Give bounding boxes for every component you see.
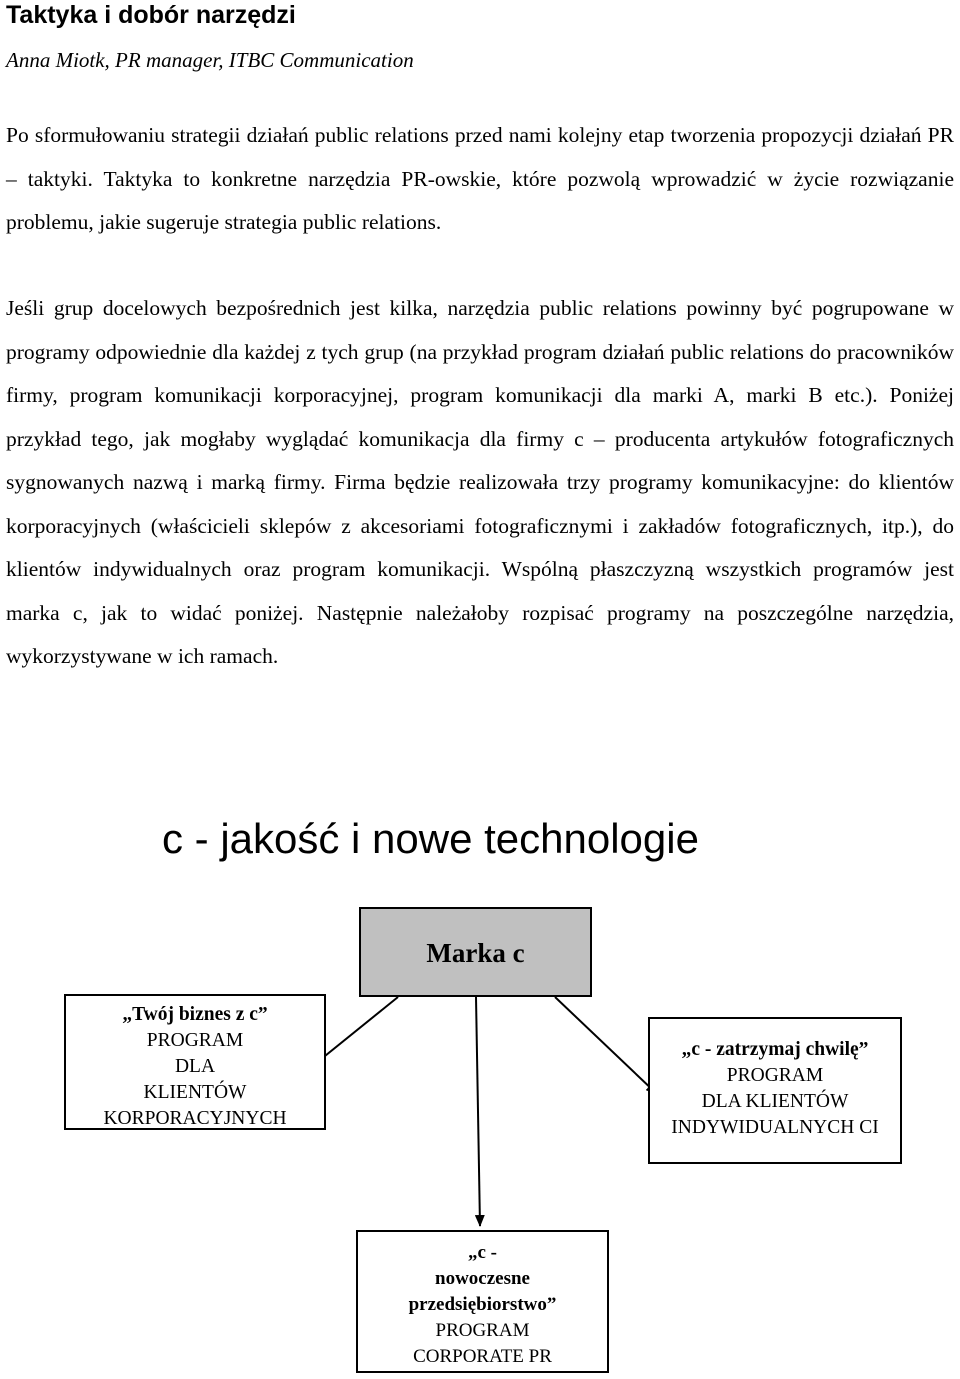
program-box-individual-clients	[648, 1017, 902, 1164]
program-title: przedsiębiorstwo”	[408, 1294, 557, 1315]
program-line: INDYWIDUALNYCH CI	[671, 1117, 879, 1138]
program-line: DLA KLIENTÓW	[701, 1091, 849, 1112]
brand-label: Marka c	[426, 938, 525, 968]
author-line: Anna Miotk, PR manager, ITBC Communication	[6, 48, 414, 72]
program-title: „c - zatrzymaj chwilę”	[681, 1039, 869, 1060]
diagram-heading: c - jakość i nowe technologie	[162, 815, 699, 862]
program-title: „Twój biznes z c”	[122, 1004, 268, 1025]
program-line: PROGRAM	[726, 1065, 824, 1086]
program-line: CORPORATE PR	[413, 1346, 552, 1367]
brand-box	[359, 907, 592, 997]
program-line: KORPORACYJNYCH	[103, 1108, 287, 1129]
program-title: nowoczesne	[435, 1268, 530, 1289]
arrow-to-bottom	[476, 997, 480, 1226]
program-title: „c -	[467, 1242, 497, 1263]
program-line: PROGRAM	[146, 1030, 244, 1051]
program-box-corporate-clients	[64, 994, 326, 1130]
program-line: PROGRAM	[435, 1320, 530, 1341]
paragraph-intro: Po sformułowaniu strategii działań public relations przed nami kolejny etap tworzenia propozycji działań PR – taktyki. Taktyka to konkretne narzędzia PR-owskie, które pozwolą wprowadzić w życie rozwiązanie problemu, jakie sugeruje strategia public relations.	[6, 123, 954, 234]
arrow-to-right	[555, 997, 657, 1094]
program-line: KLIENTÓW	[143, 1082, 247, 1103]
document-title: Taktyka i dobór narzędzi	[6, 1, 296, 29]
paragraph-programs: Jeśli grup docelowych bezpośrednich jest kilka, narzędzia public relations powinny być pogrupowane w programy odpowiednie dla każdej z tych grup (na przykład program działań public relations do pracowników firmy, program komunikacji korporacyjnej, program komunikacji dla marki A, marki B etc.). Poniżej przykład tego, jak mogłaby wyglądać komunikacja dla firmy c – producenta artykułów fotograficznych sygnowanych nazwą i marką firmy. Firma będzie realizowała trzy programy komunikacyjne: do klientów korporacyjnych (właścicieli sklepów z akcesoriami fotograficznymi i zakładów fotograficznych, itp.), do klientów indywidualnych oraz program komunikacji. Wspólną płaszczyzną wszystkich programów jest marka c, jak to widać poniżej. Następnie należałoby rozpisać programy na poszczególne narzędzia, wykorzystywane w ich ramach.	[6, 296, 954, 668]
program-box-corporate-pr	[356, 1230, 609, 1373]
program-line: DLA	[174, 1056, 216, 1077]
